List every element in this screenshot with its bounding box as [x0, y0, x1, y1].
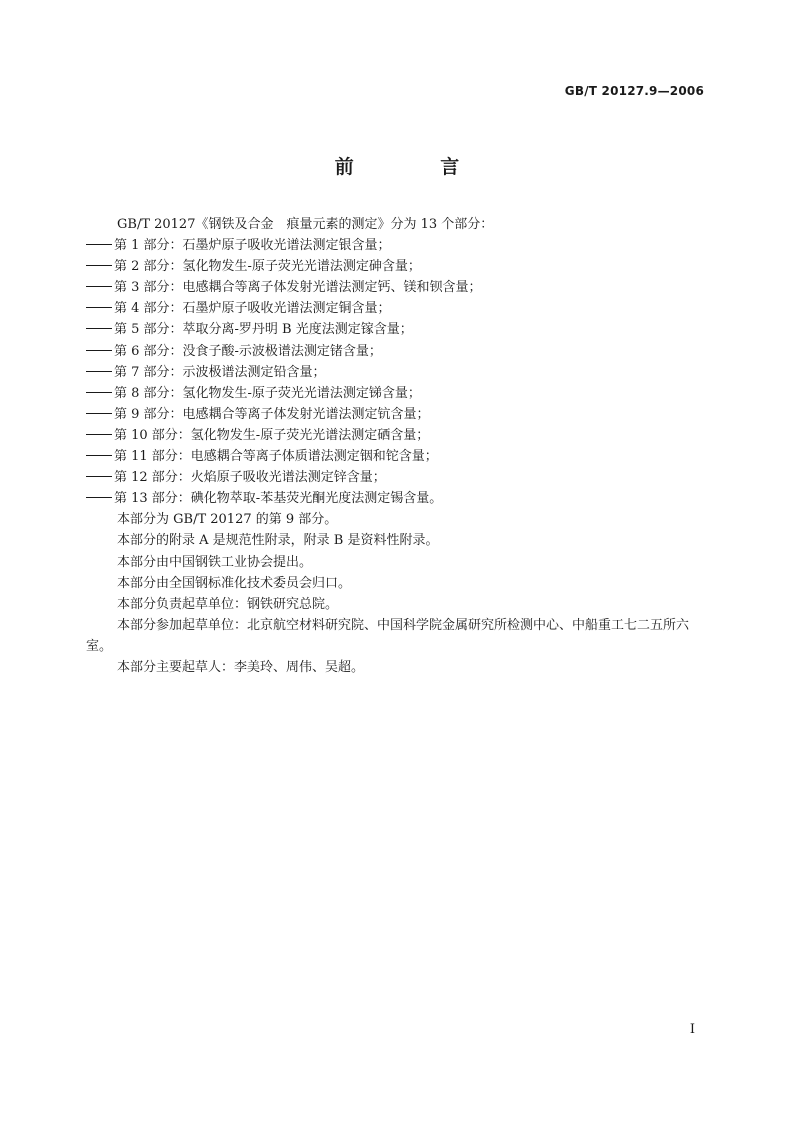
- em-dash-mark: [86, 455, 112, 456]
- part-list-item: [86, 277, 708, 298]
- part-text: 第 2 部分：氢化物发生-原子荧光光谱法测定砷含量；: [114, 259, 421, 275]
- page-number: I: [689, 1022, 695, 1037]
- em-dash-mark: [86, 350, 112, 351]
- page-title: 前 言: [334, 156, 500, 178]
- part-list-item: [86, 298, 708, 319]
- em-dash-mark: [86, 371, 112, 372]
- part-list-item: [86, 319, 708, 340]
- part-list-item: [86, 362, 708, 383]
- em-dash-mark: [86, 307, 112, 308]
- part-text: 第 4 部分：石墨炉原子吸收光谱法测定铜含量；: [114, 301, 391, 317]
- part-list-item: [86, 235, 708, 256]
- standard-number: GB/T 20127.9—2006: [564, 84, 704, 98]
- paragraph: 本部分由中国钢铁工业协会提出。: [117, 554, 313, 570]
- part-text: 第 1 部分：石墨炉原子吸收光谱法测定银含量；: [114, 238, 391, 254]
- paragraph: 本部分负责起草单位：钢铁研究总院。: [117, 596, 339, 612]
- em-dash-mark: [86, 265, 112, 266]
- em-dash-mark: [86, 392, 112, 393]
- paragraph: 本部分主要起草人：李美玲、周伟、吴超。: [117, 659, 365, 675]
- part-list-item: [86, 425, 708, 446]
- em-dash-mark: [86, 413, 112, 414]
- part-text: 第 3 部分：电感耦合等离子体发射光谱法测定钙、镁和钡含量；: [114, 280, 482, 296]
- part-list-item: [86, 404, 708, 425]
- part-list-item: [86, 467, 708, 488]
- part-text: 第 13 部分：碘化物萃取-苯基荧光酮光度法测定锡含量。: [114, 491, 443, 507]
- part-list-item: [86, 383, 708, 404]
- part-list-item: [86, 341, 708, 362]
- part-text: 第 8 部分：氢化物发生-原子荧光光谱法测定锑含量；: [114, 385, 421, 401]
- part-list-item: [86, 446, 708, 467]
- part-text: 第 5 部分：萃取分离-罗丹明 B 光度法测定镓含量；: [114, 322, 413, 338]
- em-dash-mark: [86, 328, 112, 329]
- em-dash-mark: [86, 434, 112, 435]
- part-text: 第 11 部分：电感耦合等离子体质谱法测定铟和铊含量；: [114, 449, 438, 465]
- document-body: [86, 214, 708, 678]
- part-text: 第 6 部分：没食子酸-示波极谱法测定锗含量；: [114, 343, 382, 359]
- paragraph: 本部分参加起草单位：北京航空材料研究院、中国科学院金属研究所检测中心、中船重工七二五所六室。: [86, 617, 690, 654]
- em-dash-mark: [86, 286, 112, 287]
- part-list-item: [86, 488, 708, 509]
- part-text: 第 10 部分：氢化物发生-原子荧光光谱法测定硒含量；: [114, 427, 430, 443]
- part-text: 第 12 部分：火焰原子吸收光谱法测定锌含量；: [114, 470, 386, 486]
- paragraph: 本部分的附录 A 是规范性附录，附录 B 是资料性附录。: [117, 533, 439, 549]
- em-dash-mark: [86, 244, 112, 245]
- em-dash-mark: [86, 476, 112, 477]
- part-text: 第 9 部分：电感耦合等离子体发射光谱法测定钪含量；: [114, 406, 430, 422]
- em-dash-mark: [86, 497, 112, 498]
- intro-line: GB/T 20127《钢铁及合金 痕量元素的测定》分为 13 个部分：: [117, 217, 494, 232]
- paragraph: 本部分为 GB/T 20127 的第 9 部分。: [117, 512, 338, 528]
- part-text: 第 7 部分：示波极谱法测定铅含量；: [114, 364, 326, 380]
- paragraph: 本部分由全国钢标准化技术委员会归口。: [117, 575, 352, 591]
- part-list-item: [86, 256, 708, 277]
